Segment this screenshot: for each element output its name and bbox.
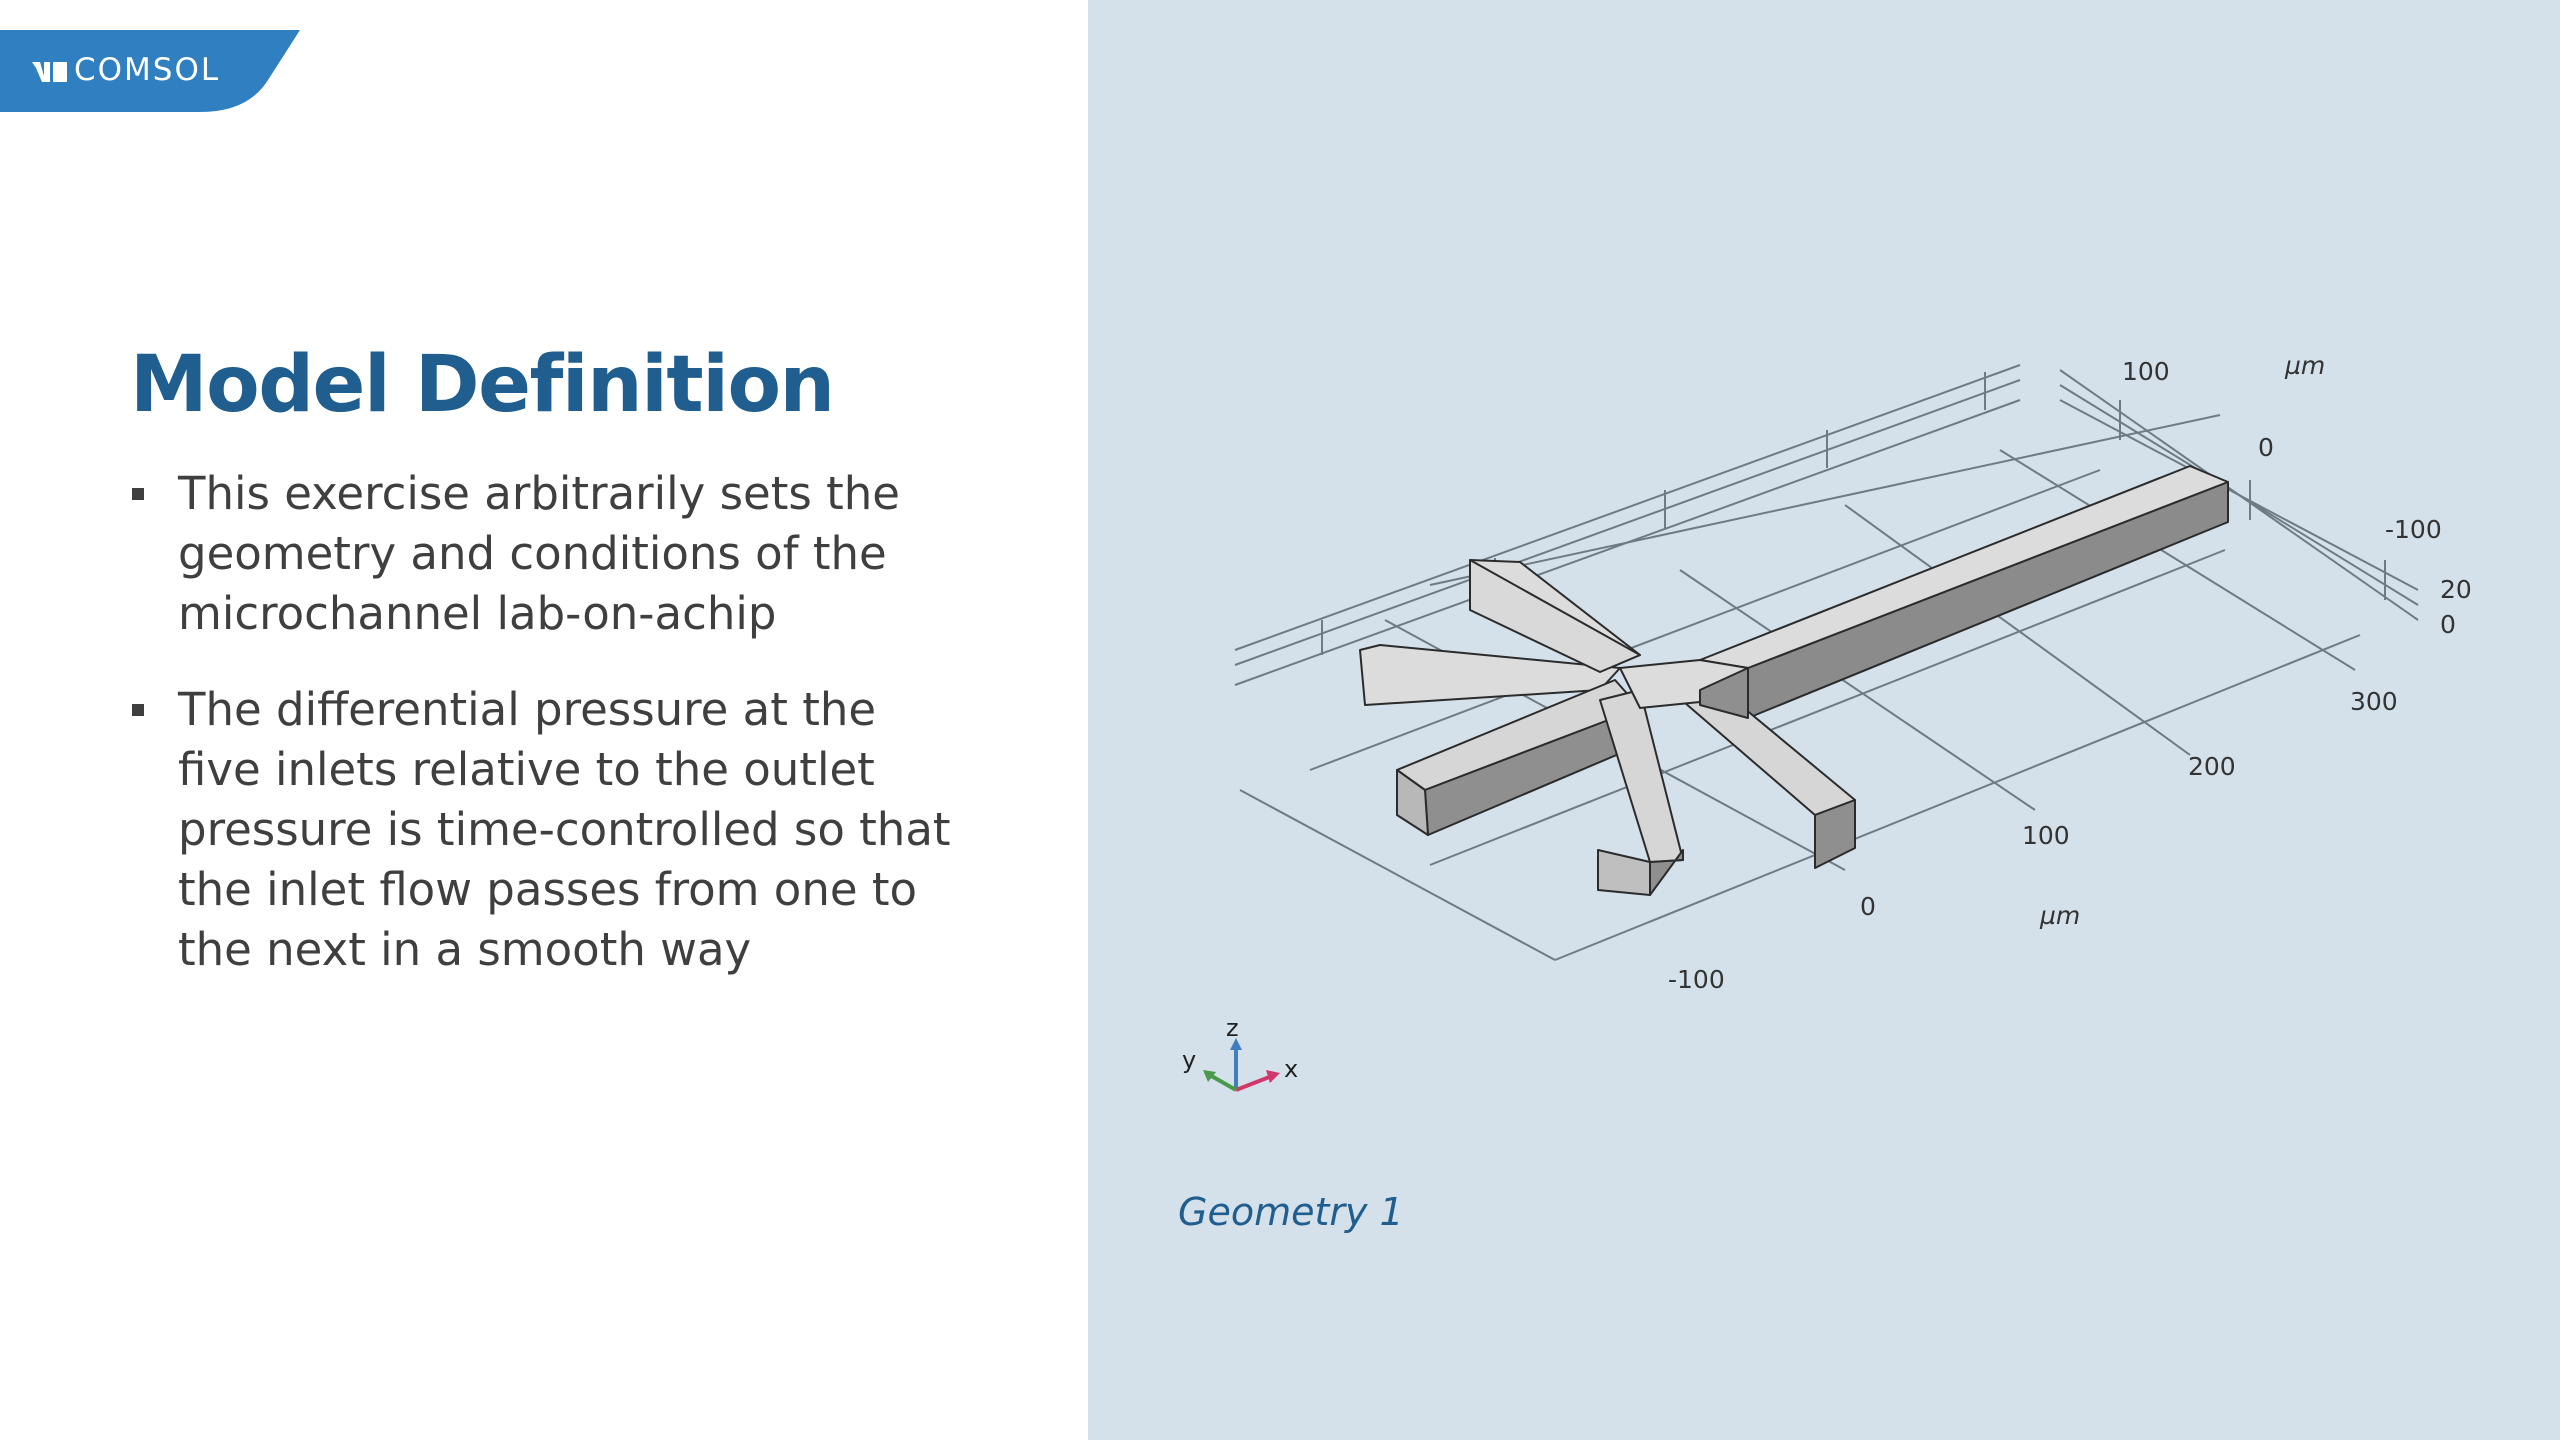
- bullet-text: This exercise arbitrarily sets the geometry and conditions of the microchannel lab-on-achip: [178, 467, 900, 640]
- x-tick-label: 0: [1860, 892, 1876, 921]
- microchannel-geometry: [1360, 466, 2228, 895]
- x-axis-tick-labels: [1668, 687, 2398, 994]
- y-tick-label: 100: [2122, 357, 2170, 386]
- x-tick-label: 100: [2022, 821, 2070, 850]
- unit-label-bottom: µm: [2040, 901, 2081, 930]
- comsol-logo-icon: [32, 62, 68, 82]
- comsol-logo-text: COMSOL: [74, 52, 221, 88]
- bullet-text: The differential pressure at the five inlets relative to the outlet pressure is time-controlled so that the inlet flow passes from one to the next in a smooth way: [178, 683, 951, 976]
- bullet-item: [130, 680, 970, 980]
- bullet-item: [130, 464, 970, 644]
- bullet-square-icon: [132, 488, 144, 500]
- bullet-square-icon: [132, 704, 144, 716]
- y-tick-label: -100: [2385, 515, 2442, 544]
- z-tick-label: 20: [2440, 575, 2472, 604]
- z-tick-label: 0: [2440, 610, 2456, 639]
- x-tick-label: 300: [2350, 687, 2398, 716]
- figure-caption: Geometry 1: [1178, 1190, 1404, 1234]
- triad-x-label: x: [1284, 1055, 1299, 1083]
- y-tick-label: 0: [2258, 433, 2274, 462]
- z-axis-tick-labels: [2440, 575, 2472, 639]
- unit-label-top: µm: [2285, 351, 2326, 380]
- bullet-list: [130, 464, 970, 1016]
- x-tick-label: -100: [1668, 965, 1725, 994]
- slide-title: Model Definition: [130, 340, 834, 430]
- triad-z-label: z: [1226, 1014, 1239, 1042]
- x-tick-label: 200: [2188, 752, 2236, 781]
- axis-triad-icon: [1182, 1014, 1298, 1090]
- triad-y-label: y: [1182, 1046, 1197, 1074]
